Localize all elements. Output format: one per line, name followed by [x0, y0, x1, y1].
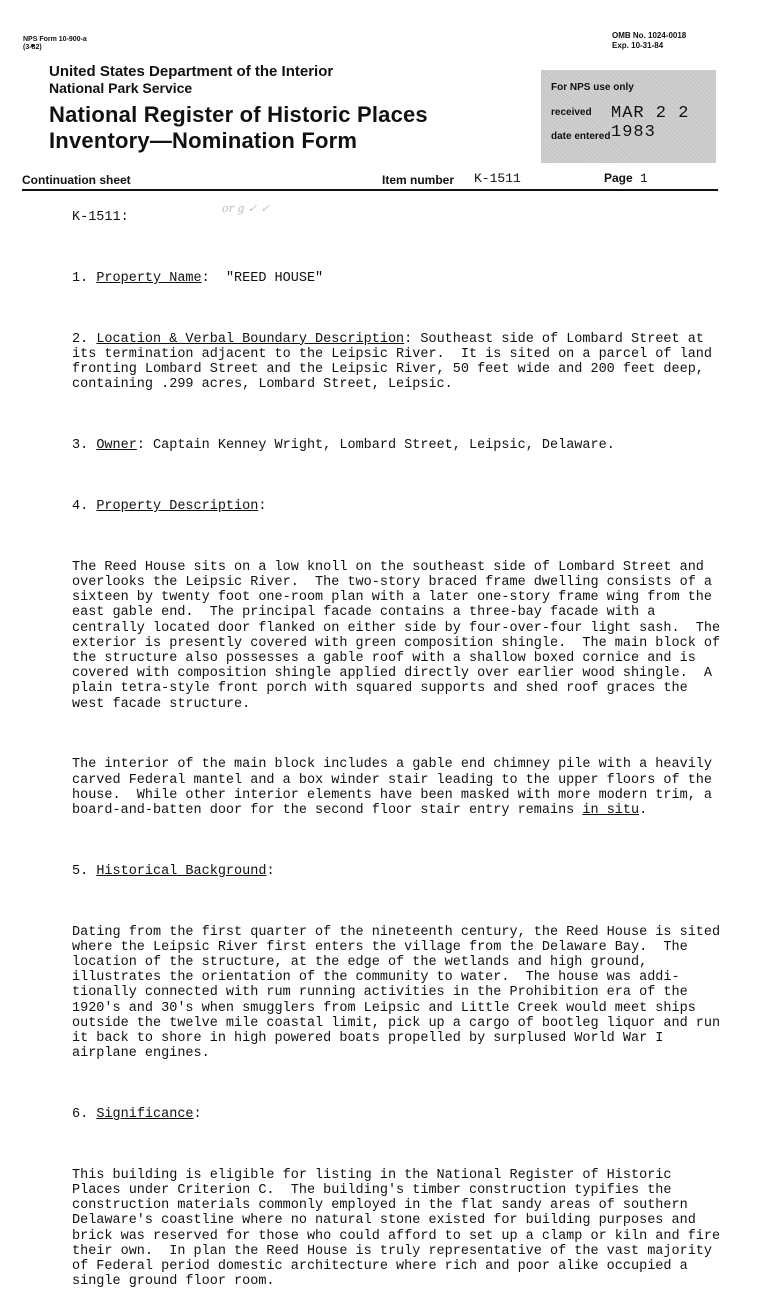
- form-title-line2: Inventory—Nomination Form: [49, 128, 358, 153]
- nps-use-only-label: For NPS use only: [551, 82, 634, 93]
- continuation-sheet-label: Continuation sheet: [22, 173, 131, 187]
- received-date-stamp: MAR 2 2 1983: [611, 104, 690, 142]
- faint-handwriting: or g ✓ ✓: [222, 202, 270, 215]
- section-heading: Significance: [96, 1107, 194, 1123]
- reference-number: K-1511:: [72, 210, 129, 226]
- section-historical-background: 5. Historical Background:: [72, 863, 275, 879]
- item-number-label: Item number: [382, 173, 455, 187]
- paragraph: This building is eligible for listing in the National Register of Historic Places under Criterion C. The building's timber construction typifies the construction materials commonly employed in the flat sandy areas of southern Delaware's coastline where no natural stone existed for building purposes and brick was reserved for those who could afford to set up a clamp or kiln and fire their own. In plan the Reed House is truly representative of the vast majority of Federal period domestic architecture where rich and poor alike occupied a single ground floor room.: [72, 1167, 721, 1290]
- section-owner: 3. Owner: Captain Kenney Wright, Lombard Street, Leipsic, Delaware.: [72, 438, 615, 454]
- section-significance: 6. Significance:: [72, 1107, 202, 1123]
- section-heading: Owner: [96, 438, 137, 454]
- item-number-value: K-1511: [474, 171, 521, 186]
- section-heading: Historical Background: [96, 863, 267, 879]
- section-property-name: 1. Property Name: "REED HOUSE": [72, 271, 324, 286]
- section-location: 2. Location & Verbal Boundary Description: Southeast side of Lombard Street at its termination adjacent to the Leipsic River. It is sited on a parcel of land fronting Lombard Street and the Leipsic River, 50 feet wide and 200 feet deep, containing .299 acres, Lombard Street, Leipsic.: [72, 331, 713, 393]
- omb-info: OMB No. 1024-0018 Exp. 10-31-84: [612, 31, 687, 50]
- received-label: received: [551, 107, 592, 118]
- date-entered-label: date entered: [551, 131, 611, 142]
- paragraph: The Reed House sits on a low knoll on the southeast side of Lombard Street and overlooks the Leipsic River. The two-story braced frame dwelling consists of a sixteen by twenty foot one-room plan with a later one-story frame wing from the east gable end. The principal facade contains a three-bay facade with a centrally located door flanked on either side by four-over-four light sash. The exterior is presently covered with green composition shingle. The main block of the structure also possesses a gable roof with a shallow boxed cornice and is covered with composition shingle applied directly over earlier wood shingle. A plain tetra-style front porch with squared supports and shed roof graces the west facade structure.: [72, 559, 721, 712]
- document-body: [72, 195, 752, 1305]
- section-property-description: 4. Property Description:: [72, 499, 267, 514]
- page-label: Page: [604, 171, 633, 185]
- paragraph: Dating from the first quarter of the nineteenth century, the Reed House is sited where the Leipsic River first enters the village from the Delaware Bay. The location of the structure, at the edge of the wetlands and high ground, illustrates the orientation of the community to water. The house was addi- tionally connected with rum running activities in the Prohibition era of the 1920's and 30's when smugglers from Leipsic and Little Creek would meet ships outside the twelve mile coastal limit, pick up a cargo of bootleg liquor and run it back to shore in high powered boats propelled by surplused World War I airplane engines.: [72, 924, 721, 1062]
- nps-use-box: [541, 70, 716, 163]
- header-rule: [22, 189, 718, 191]
- form-number: NPS Form 10-900-a (3-82): [23, 36, 87, 51]
- paragraph: The interior of the main block includes a gable end chimney pile with a heavily carved Federal mantel and a box winder stair leading to the upper floors of the house. While other interior elements have been masked with more modern trim, a board-and-batten door for the second floor stair entry remains in situ.: [72, 757, 713, 819]
- section-heading: Property Name: [96, 271, 202, 286]
- page-value: 1: [640, 171, 648, 186]
- agency-name: National Park Service: [49, 80, 193, 96]
- in-situ-text: in situ: [582, 803, 640, 819]
- form-title-line1: National Register of Historic Places: [49, 102, 428, 127]
- department-name: United States Department of the Interior: [49, 63, 334, 80]
- section-heading: Property Description: [96, 499, 259, 514]
- section-heading: Location & Verbal Boundary Description: [96, 331, 405, 347]
